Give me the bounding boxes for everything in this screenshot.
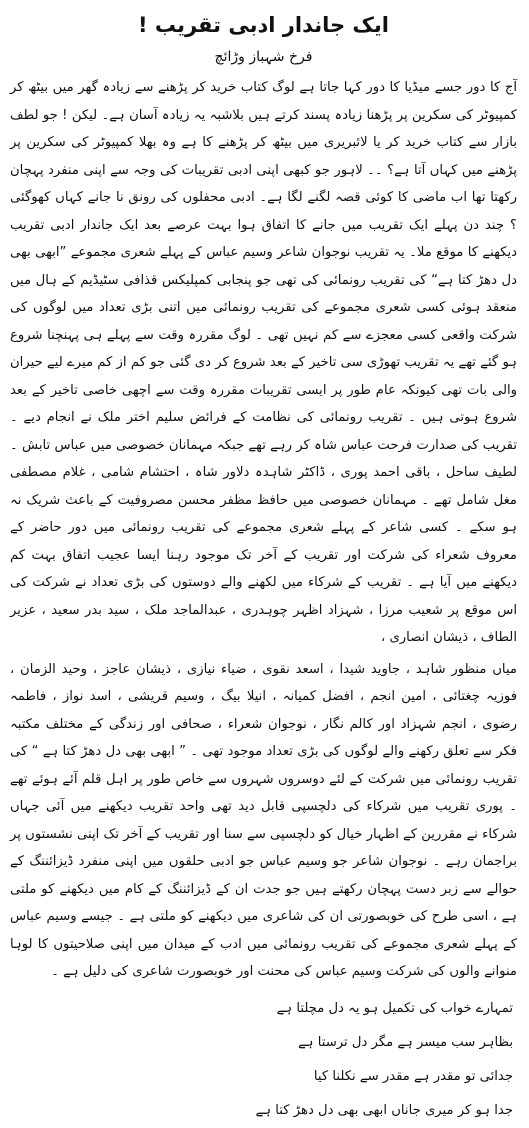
- verse-line: بظاہر سب میسر ہے مگر دل ترستا ہے: [298, 1034, 513, 1050]
- verse-line: جدا ہو کر میری جاناں ابھی بھی دل دھڑ کتا ہے: [255, 1102, 513, 1118]
- author-name: فرخ شہباز وڑائچ: [214, 49, 313, 65]
- article-title: ایک جاندار ادبی تقریب !: [137, 13, 389, 37]
- article-paragraph-2: میاں منظور شاہد ، جاوید شیدا ، اسعد نقوی ، ضیاء نیازی ، ذیشان عاجز ، وحید الزمان ، فوزیہ چغتائی ، امین انجم ، افضل کمیانہ ، انیلا بیگ ، وسیم قریشی ، اسد نواز ، فاطمہ رضوی ، انجم شہزاد اور کالم نگار ، نوجوان شعراء ، صحافی اور زندگی کے مختلف مکتبہ فکر سے تعلق رکھنے والے لوگوں کی بڑی تعداد موجود تھی ۔ ” ابھی بھی دل دھڑ کتا ہے “ کی تقریب رونمائی میں شرکت کے لئے دوسروں شہروں سے خاص طور پر اہل قلم آئے ہوئے تھے ۔ پوری تقریب میں شرکاء کی دلچسپی قابل دید تھی واحد تقریب دیکھنے میں آئی جہاں شرکاء نے مقررین کے اظہار خیال کو دلچسپی سے سنا اور تقریب کے آخر تک اپنی نشستوں پر براجمان رہے ۔ نوجوان شاعر جو وسیم عباس جو ادبی حلقوں میں اپنی منفرد ڈیزائننگ کے حوالے سے زبر دست پہچان رکھتے ہیں جو جدت ان کے ڈیزائننگ کے کام میں دیکھنے کو ملتی ہے ، اسی طرح کی خوبصورتی ان کی شاعری میں دیکھنے کو ملتی ہے ۔ جیسے وسیم عباس کے پہلے شعری مجموعے کی تقریب رونمائی میں ادب کے میدان میں اپنی صلاحیتوں کا لوہا منوانے والوں کی شرکت وسیم عباس کی محنت اور خوبصورت شاعری کی دلیل ہے ۔: [10, 661, 517, 979]
- verse-line: جدائی تو مقدر ہے مقدر سے نکلنا کیا: [313, 1068, 513, 1084]
- verse-block: [10, 992, 513, 1128]
- article-paragraph-1: آج کا دور جسے میڈیا کا دور کہا جاتا ہے لوگ کتاب خرید کر پڑھنے سے زیادہ گھر میں بیٹھ کر کمپیوٹر کی سکرین پر پڑھنا زیادہ پسند کرتے ہیں بلاشبہ یہ زیادہ آسان ہے۔ لیکن ! جو لطف بازار سے کتاب خرید کر یا لائبریری میں بیٹھ کر پڑھنے کا ہے وہ بھلا کمپیوٹر کی سکرین پر پڑھنے میں کہاں آتا ہے؟ ۔۔ لاہور جو کبھی اپنی ادبی تقریبات کی وجہ سے اپنی منفرد پہچان رکھتا تھا اب ماضی کا کوئی قصہ لگنے لگا ہے۔ ادبی محفلوں کی رونق نا جانے کہاں کھوگئی ؟ چند دن پہلے ایک تقریب میں جانے کا اتفاق ہوا بہت عرصے بعد ایک جاندار ادبی تقریب دیکھنے کا موقع ملا۔ یہ تقریب نوجوان شاعر وسیم عباس کے پہلے شعری مجموعے ”ابھی بھی دل دھڑ کتا ہے“ کی تقریب رونمائی کی تھی جو پنجابی کمپلیکس قذافی سٹیڈیم کے ہال میں منعقد ہوئی کسی شعری مجموعے کی تقریب رونمائی میں اتنی بڑی تعداد میں لوگوں کی شرکت واقعی کسی معجزے سے کم نہیں تھی ۔ لوگ مقررہ وقت سے پہلے ہی پہنچنا شروع ہو گئے تھے یہ تقریب تھوڑی سی تاخیر کے بعد شروع کر دی گئی جو کم از کم میرے لیے حیران والی بات تھی کیونکہ عام طور پر ایسی تقریبات مقررہ وقت سے اچھی خاصی تاخیر کے بعد شروع ہوتی ہیں ۔ تقریب رونمائی کی نظامت کے فرائض سلیم اختر ملک نے انجام دیے ۔ تقریب کی صدارت فرحت عباس شاہ کر رہے تھے جبکہ مہمانان خصوصی میں عباس تابش ۔ لطیف ساحل ، باقی احمد پوری ، ڈاکٹر شاہدہ دلاور شاہ ، احتشام شامی ، غلام مصطفی مغل شامل تھے ۔ مہمانان خصوصی میں حافظ مظفر محسن مصروفیت کے باعث شریک نہ ہو سکے ۔ کسی شاعر کے پہلے شعری مجموعے کی تقریب رونمائی میں دور حاضر کے معروف شعراء کی شرکت اور تقریب کے آخر تک موجود رہنا ایسا عجیب اتفاق بہت کم دیکھنے میں آیا ہے ۔ تقریب کے شرکاء میں لکھنے والے دوستوں کی بڑی تعداد نے شرکت کی اس موقع پر شعیب مرزا ، شہزاد اظہر چوہدری ، عبدالماجد ملک ، سید بدر سعید ، عزیر الطاف ، ذیشان انصاری ،: [10, 80, 517, 645]
- verse-line: تمہارے خواب کی تکمیل ہو یہ دل مچلتا ہے: [276, 1000, 513, 1016]
